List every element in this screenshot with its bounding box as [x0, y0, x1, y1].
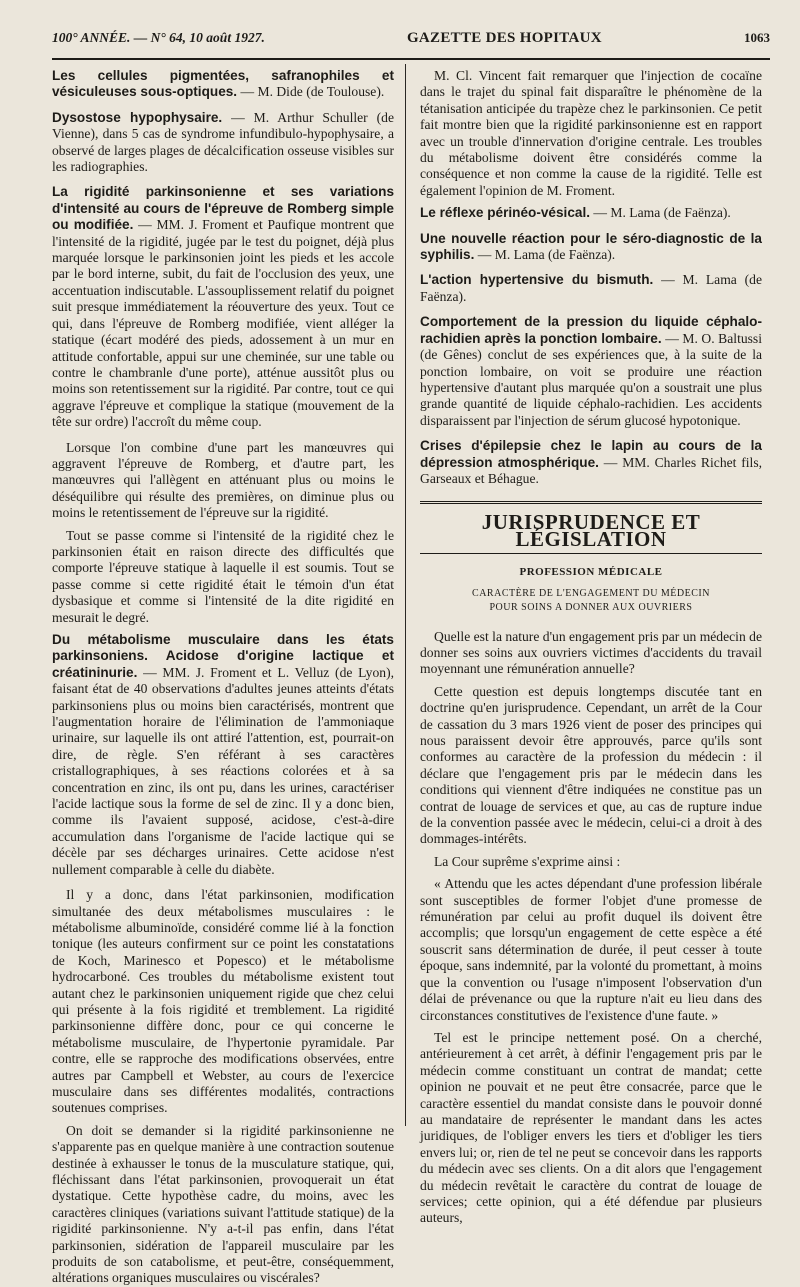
- section-subtitle: PROFESSION MÉDICALE: [519, 566, 663, 579]
- paragraph: [52, 440, 394, 522]
- communication-title: La rigidité parkinsonienne et ses variations d'intensité au cours de l'épreuve de Romberg simple ou modifiée.: [52, 184, 394, 233]
- paragraph-text: — M. Arthur Schuller (de Vienne), dans 5 cas de syndrome infundibulo-hypophysaire, a observé de larges plages de décalcification osseuse visibles sur les radiographies.: [52, 109, 394, 175]
- running-header: [52, 30, 770, 52]
- paragraph-text: M. Cl. Vincent fait remarquer que l'injection de cocaïne dans le trajet du spinal fait disparaître le phénomène de la tétanisation anticipée du trapèze chez le parkinsonien. Ce petit fait montre bien que la rigidité parkinsonienne est en rapport avec un trouble d'innervation d'origine centrale. Les troubles du métabolisme doivent être considérés comme la conséquence et non comme la cause de la rigidité. Telle est également l'opinion de M. Froment.: [420, 68, 762, 198]
- paragraph-text: Quelle est la nature d'un engagement pris par un médecin de donner ses soins aux ouvriers victimes d'accidents du travail moyennant une rémunération annuelle?: [420, 628, 762, 677]
- paragraph: [52, 1123, 394, 1287]
- communication-title: Crises d'épilepsie chez le lapin au cours de la dépression atmosphérique.: [420, 438, 762, 470]
- page-number: 1063: [743, 30, 770, 45]
- communication-item: [420, 438, 762, 487]
- section-title: JURISPRUDENCE ET LÉGISLATION: [481, 510, 701, 551]
- paragraph: [420, 68, 762, 199]
- communication-title: L'action hypertensive du bismuth.: [420, 272, 654, 288]
- article-heading-line-2: POUR SOINS A DONNER AUX OUVRIERS: [489, 601, 693, 613]
- paragraph-text: Tout se passe comme si l'intensité de la rigidité chez le parkinsonien était en raison directe des difficultés que comporte l'épreuve statique à laquelle il est soumis. Tout se passe comme si cette rigidité était le témoin d'un état dysbasique et comme si l'intensité de la dite rigidité en mesurait le degré.: [52, 527, 394, 625]
- right-column: [420, 68, 763, 1226]
- paragraph-text: — MM. J. Froment et Paufique montrent que l'intensité de la rigidité, jugée par le test du poignet, déjà plus marquée lorsque le parkinsonien joint les pieds et les accole par le bord interne, subit, du fait de l'occlusion des yeux, une accentuation indiscutable. L'assouplissement relatif du poignet suit presque immédiatement la réouverture des yeux. Tout ce qui, dans l'épreuve de Romberg modifiée, vient alléger la statique (écart modéré des pieds, adossement à un mur en attitude confortable, appui sur une cheminée, sur une table ou contre le chambranle d'une porte), atténue aussitôt plus ou moins son retentissement sur la rigidité. Par contre, tout ce qui aggrave l'épreuve et complique la statique (mouvement de la tête sur ordre) l'accroît du même coup.: [52, 217, 394, 430]
- paragraph-text: — M. Lama (de Faënza).: [474, 247, 616, 263]
- paragraph: [420, 854, 762, 870]
- article-heading: [420, 587, 762, 615]
- paragraph-text: — M. Dide (de Toulouse).: [237, 84, 385, 100]
- paragraph: [420, 876, 762, 1024]
- right-column-bottom: [420, 629, 762, 1227]
- communication-title: Dysostose hypophysaire.: [52, 109, 223, 125]
- right-column-top: [420, 68, 762, 487]
- paragraph-text: « Attendu que les actes dépendant d'une profession libérale sont susceptibles de former l'objet d'une promesse de rémunération par celui au profit duquel ils doivent être accomplis; que lorsqu'un engagement de cette espèce a été souscrit sans détermination de durée, il peut cesser à toute époque, sans indemnité, par la volonté du promettant, à moins que la convention ou l'usage n'imposent l'observation d'un délai de prévenance ou que la rupture n'ait eu lieu dans des circonstances constitutives de l'existence d'une faute. »: [420, 876, 762, 1023]
- communication-title: Une nouvelle réaction pour le séro-diagnostic de la syphilis.: [420, 230, 762, 263]
- paragraph-text: Cette question est depuis longtemps discutée tant en doctrine qu'en jurisprudence. Cependant, un arrêt de la Cour de cassation du 3 mars 1926 vient de poser des principes qui nous paraissent devoir être approuvés, parce qu'ils sont conformes au caractère de la profession du médecin : il déclare que l'engagement pris par le médecin dans les conditions qui viennent d'être indiquées ne constitue pas un contrat de louage de services et que, au cas de rupture indue de la convention passée avec le médecin, celui-ci a droit à des dommages-intérêts.: [420, 683, 762, 847]
- paragraph-text: Tel est le principe nettement posé. On a cherché, antérieurement à cet arrêt, à définir l'engagement pris par le médecin comme constituant un contrat de mandat; cette opinion ne pouvait et ne peut être consacrée, parce que le caractère essentiel du mandat consiste dans le pouvoir donné au mandataire de représenter le mandant dans les actes juridiques, de l'obliger envers les tiers et d'obliger les tiers envers lui; or, rien de tel ne peut se concevoir dans les rapports du médecin avec ses clients. On a dit alors que l'engagement du médecin revêtait le caractère du contrat de louage de services; cette opinion, qui a été défendue par plusieurs auteurs,: [420, 1029, 762, 1226]
- communication-item: [52, 632, 394, 878]
- paragraph: [420, 684, 762, 848]
- communication-item: [52, 68, 394, 101]
- paragraph: [52, 528, 394, 626]
- communication-item: [420, 314, 762, 429]
- communication-item: [52, 184, 394, 430]
- left-column: [52, 68, 394, 1286]
- paragraph-text: — MM. J. Froment et L. Velluz (de Lyon), faisant état de 40 observations d'adultes jeunes atteints d'états parkinsoniens plus ou moins bien caractérisés, montrent que l'augmentation horaire de l'élimination de l'ammoniaque urinaire, sur laquelle ils ont attiré l'attention, est, pourrait-on dire, de règle. S'en référant à ses caractères cristallographiques, à ses réactions colorées et à sa concentration en zinc, ils ont pu, dans les urines, caractériser l'acide lactique sous la forme de sel de zinc. Il y a donc bien, comme ils l'avaient supposé, acidose, c'est-à-dire accumulation dans l'organisme de l'acide lactique qui se décèle par ses décharges urinaires. Cette acidose n'est nullement comparable à celle du diabète.: [52, 664, 394, 877]
- section-rule-thin: [420, 553, 762, 554]
- paragraph: [52, 887, 394, 1117]
- communication-title: Comportement de la pression du liquide céphalo-rachidien après la ponction lombaire.: [420, 314, 762, 346]
- paragraph-text: La Cour suprême s'exprime ainsi :: [434, 853, 621, 869]
- article-heading-line-1: CARACTÈRE DE L'ENGAGEMENT DU MÉDECIN: [472, 587, 710, 599]
- paragraph-text: On doit se demander si la rigidité parkinsonienne ne s'apparente pas en quelque manière à une contraction soutenue destinée à exhausser le tonus de la musculature statique, qui, fléchissant dans l'état parkinsonien, provoquerait un état dystatique. Cette hypothèse cadre, du moins, avec les caractères cliniques (variations suivant l'attitude statique) de la rigidité parkinsonienne. N'y a-t-il pas enfin, dans l'état parkinsonien, sidération de l'appareil musculaire par les produits de son catabolisme, et peut-être, conséquemment, altérations organiques musculaires ou viscérales?: [52, 1122, 394, 1286]
- communication-title: Les cellules pigmentées, safranophiles et vésiculeuses sous-optiques.: [52, 68, 394, 100]
- communication-item: [420, 231, 762, 264]
- header-rule: [52, 58, 770, 60]
- communication-item: [52, 110, 394, 176]
- paragraph-text: Il y a donc, dans l'état parkinsonien, modification simultanée des deux métabolismes musculaires : le métabolisme albuminoïde, considéré comme lié à la fonction tonique (les auteurs confirment sur ce point les constatations de Koch, Marinesco et Popesco) et le métabolisme hydrocarboné. Ces troubles du métabolisme existent tout autant chez le parkinsonien uniquement rigide que chez celui qui présente à la fois rigidité et tremblement. La rigidité parkinsonienne diffère donc, pour ce qui concerne le métabolisme musculaire, de l'hypertonie pyramidale. Par contre, elle se rapproche des modifications observées, entre autres par Campbell et Webster, au cours de l'exercice musculaire dans ses différentes modalités, contractions soutenues comprises.: [52, 887, 394, 1116]
- communication-item: [420, 205, 762, 221]
- paragraph-text: — MM. Charles Richet fils, Garseaux et Béhague.: [420, 454, 763, 486]
- communication-title: Du métabolisme musculaire dans les états parkinsoniens. Acidose d'origine lactique et créatininurie.: [52, 632, 394, 680]
- issue-info: 100° ANNÉE. — N° 64, 10 août 1927.: [52, 30, 265, 45]
- paragraph-text: — M. O. Baltussi (de Gênes) conclut de ses expériences que, à la suite de la ponction lombaire, on voit se produire une réaction hypertensive d'autant plus marquée qu'on a soustrait une plus grande quantité de liquide céphalo-rachidien. Les accidents disparaissent par l'injection de sérum glucosé hypotonique.: [420, 330, 762, 428]
- journal-title: GAZETTE DES HOPITAUX: [406, 30, 602, 46]
- communication-item: [420, 272, 762, 305]
- communication-title: Le réflexe périnéo-vésical.: [420, 205, 591, 221]
- paragraph-text: — M. Lama (de Faënza).: [420, 272, 762, 304]
- paragraph-text: Lorsque l'on combine d'une part les manœuvres qui aggravent l'épreuve de Romberg, et d'autre part, les manœuvres qui l'allègent en atténuant plus ou moins le déséquilibre qui résulte des premières, on diminue plus ou moins le retentissement de l'épreuve sur la rigidité.: [52, 439, 394, 521]
- paragraph: [420, 1030, 762, 1227]
- paragraph-text: — M. Lama (de Faënza).: [590, 205, 731, 221]
- section-rule: [420, 501, 762, 504]
- column-divider: [405, 64, 406, 1126]
- paragraph: [420, 629, 762, 678]
